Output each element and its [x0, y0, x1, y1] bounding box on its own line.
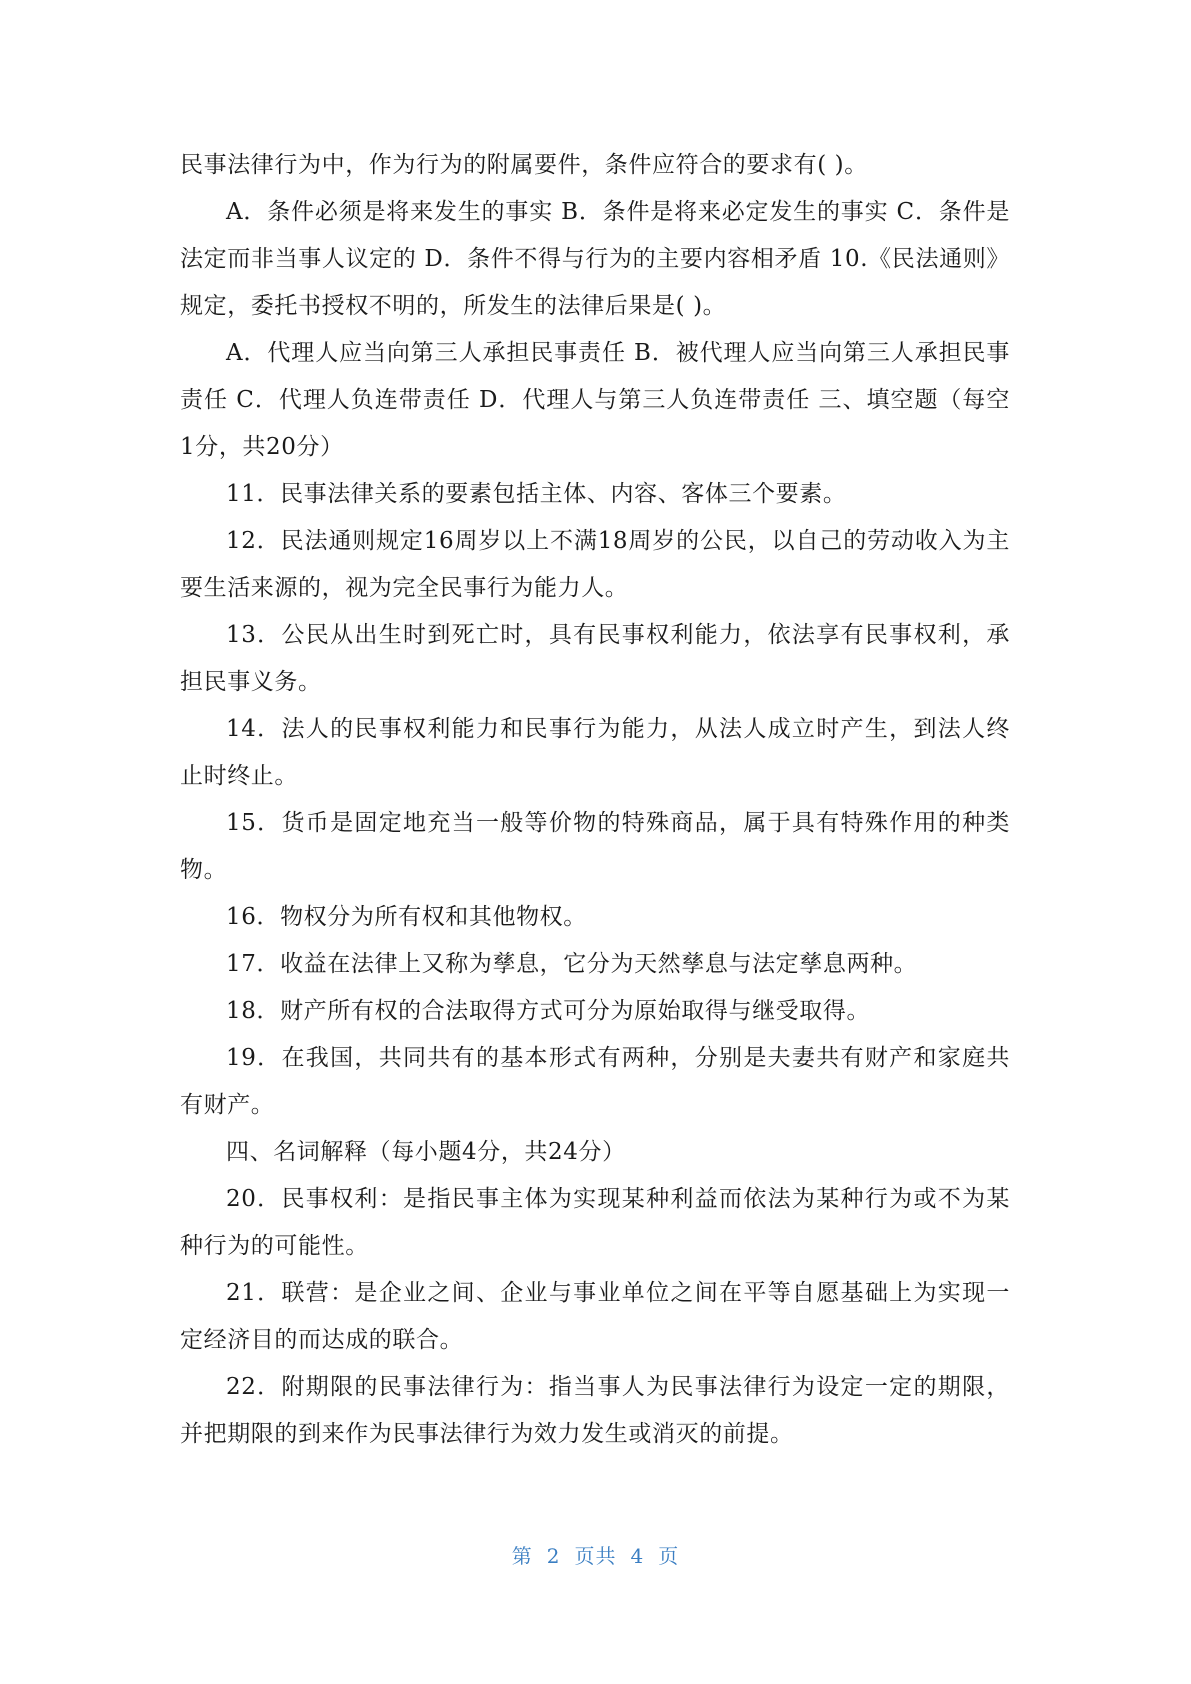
paragraph: 21．联营：是企业之间、企业与事业单位之间在平等自愿基础上为实现一定经济目的而达成的联合。: [180, 1280, 1010, 1353]
current-page-number: 2: [546, 1544, 561, 1568]
paragraph: 19．在我国，共同共有的基本形式有两种，分别是夫妻共有财产和家庭共有财产。: [180, 1045, 1010, 1118]
paragraph: 22．附期限的民事法律行为：指当事人为民事法律行为设定一定的期限，并把期限的到来作为民事法律行为效力发生或消灭的前提。: [180, 1374, 1010, 1447]
paragraph: 14．法人的民事权利能力和民事行为能力，从法人成立时产生，到法人终止时终止。: [180, 716, 1010, 789]
paragraph: 20．民事权利：是指民事主体为实现某种利益而依法为某种行为或不为某种行为的可能性。: [180, 1186, 1010, 1259]
paragraph: 15．货币是固定地充当一般等价物的特殊商品，属于具有特殊作用的种类物。: [180, 810, 1010, 883]
total-pages-number: 4: [630, 1544, 645, 1568]
page-footer: [0, 1540, 1191, 1569]
paragraph: 17．收益在法律上又称为孳息，它分为天然孳息与法定孳息两种。: [226, 951, 918, 977]
paragraph: 12．民法通则规定16周岁以上不满18周岁的公民，以自己的劳动收入为主要生活来源的，视为完全民事行为能力人。: [180, 528, 1010, 601]
footer-prefix: 第: [511, 1544, 533, 1568]
paragraph: 18．财产所有权的合法取得方式可分为原始取得与继受取得。: [226, 998, 871, 1024]
section-heading: 四、名词解释（每小题4分，共24分）: [226, 1139, 626, 1165]
paragraph: 16．物权分为所有权和其他物权。: [226, 904, 587, 930]
footer-middle: 页共: [574, 1544, 617, 1568]
paragraph: 11．民事法律关系的要素包括主体、内容、客体三个要素。: [226, 481, 847, 507]
paragraph: 13．公民从出生时到死亡时，具有民事权利能力，依法享有民事权利，承担民事义务。: [180, 622, 1010, 695]
footer-suffix: 页: [658, 1544, 680, 1568]
paragraph: 民事法律行为中，作为行为的附属要件，条件应符合的要求有( )。: [180, 152, 868, 178]
paragraph: A．代理人应当向第三人承担民事责任 B．被代理人应当向第三人承担民事责任 C．代理人负连带责任 D．代理人与第三人负连带责任 三、填空题（每空1分，共20分）: [180, 340, 1010, 460]
document-body: [180, 142, 1010, 1458]
paragraph: A．条件必须是将来发生的事实 B．条件是将来必定发生的事实 C．条件是法定而非当事人议定的 D．条件不得与行为的主要内容相矛盾 10.《民法通则》规定，委托书授权不明的，所发生的法律后果是( )。: [180, 199, 1010, 319]
